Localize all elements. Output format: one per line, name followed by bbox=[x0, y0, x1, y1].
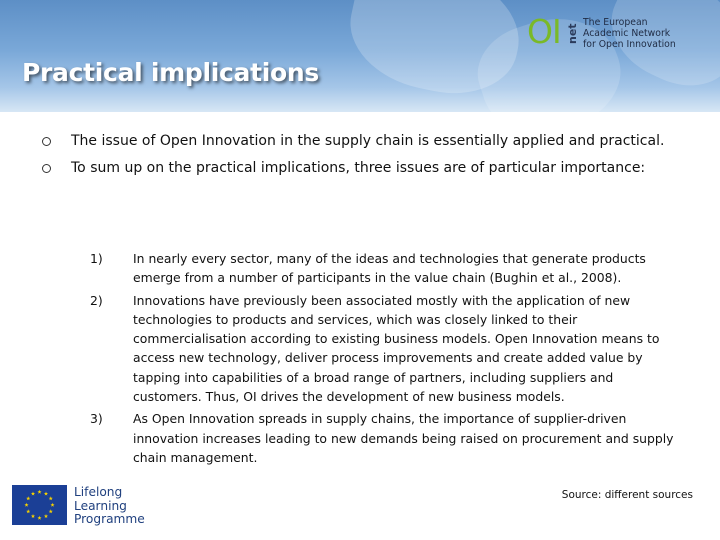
bullet-item bbox=[42, 158, 682, 178]
numbered-item bbox=[90, 249, 680, 288]
eu-flag-logo bbox=[12, 485, 67, 525]
logo-line: for Open Innovation bbox=[583, 39, 676, 50]
bullet-text: The issue of Open Innovation in the supply chain is essentially applied and practical. bbox=[71, 133, 665, 149]
program-line: Programme bbox=[74, 512, 145, 526]
eu-star-icon bbox=[37, 490, 41, 494]
eu-star-icon bbox=[37, 516, 41, 520]
program-line: Learning bbox=[74, 498, 127, 513]
oi-logo-text bbox=[583, 17, 718, 50]
eu-star-icon bbox=[44, 514, 48, 518]
eu-star-icon bbox=[24, 503, 28, 507]
eu-star-icon bbox=[26, 496, 30, 500]
logo-line: The European bbox=[583, 17, 648, 28]
bullet-item bbox=[42, 131, 682, 151]
lifelong-learning-logo-text bbox=[74, 486, 145, 527]
item-number: 2) bbox=[90, 292, 103, 308]
eu-star-icon bbox=[49, 496, 53, 500]
program-line: Lifelong bbox=[74, 485, 123, 499]
circle-bullet-icon bbox=[42, 137, 51, 146]
logo-line: Academic Network bbox=[583, 28, 671, 39]
source-note: Source: different sources bbox=[561, 489, 693, 501]
numbered-item bbox=[90, 291, 680, 407]
numbered-list bbox=[90, 249, 680, 467]
eu-star-icon bbox=[31, 514, 35, 518]
item-number: 1) bbox=[90, 251, 103, 266]
bullet-list bbox=[42, 131, 682, 185]
oi-logo-mark: OI bbox=[527, 12, 561, 51]
eu-star-icon bbox=[31, 492, 35, 496]
eu-star-icon bbox=[50, 503, 54, 507]
item-text: In nearly every sector, many of the ideas and technologies that generate products emerge from a number of participants in the value chain (Bughin et al., 2008). bbox=[133, 251, 646, 286]
header-banner bbox=[0, 0, 720, 112]
eu-star-icon bbox=[26, 509, 30, 513]
bullet-text: To sum up on the practical implications, three issues are of particular importance: bbox=[71, 160, 646, 176]
slide-title: Practical implications bbox=[22, 58, 319, 87]
oi-logo-net: net bbox=[566, 23, 579, 45]
circle-bullet-icon bbox=[42, 164, 51, 173]
eu-star-icon bbox=[49, 509, 53, 513]
item-text: As Open Innovation spreads in supply chains, the importance of supplier-driven innovation increases leading to new demands being raised on procurement and supply chain management. bbox=[133, 411, 674, 465]
eu-stars-icon bbox=[12, 485, 67, 525]
item-text: Innovations have previously been associated mostly with the application of new technologies to products and services, which was closely linked to their commercialisation according to existing business models. Open Innovation means to access new technology, deliver process improvements and create added value by tapping into capabilities of a broad range of partners, including suppliers and customers. Thus, OI drives the development of new business models. bbox=[133, 292, 660, 405]
eu-star-icon bbox=[44, 492, 48, 496]
item-number: 3) bbox=[90, 411, 103, 427]
numbered-item bbox=[90, 409, 680, 467]
